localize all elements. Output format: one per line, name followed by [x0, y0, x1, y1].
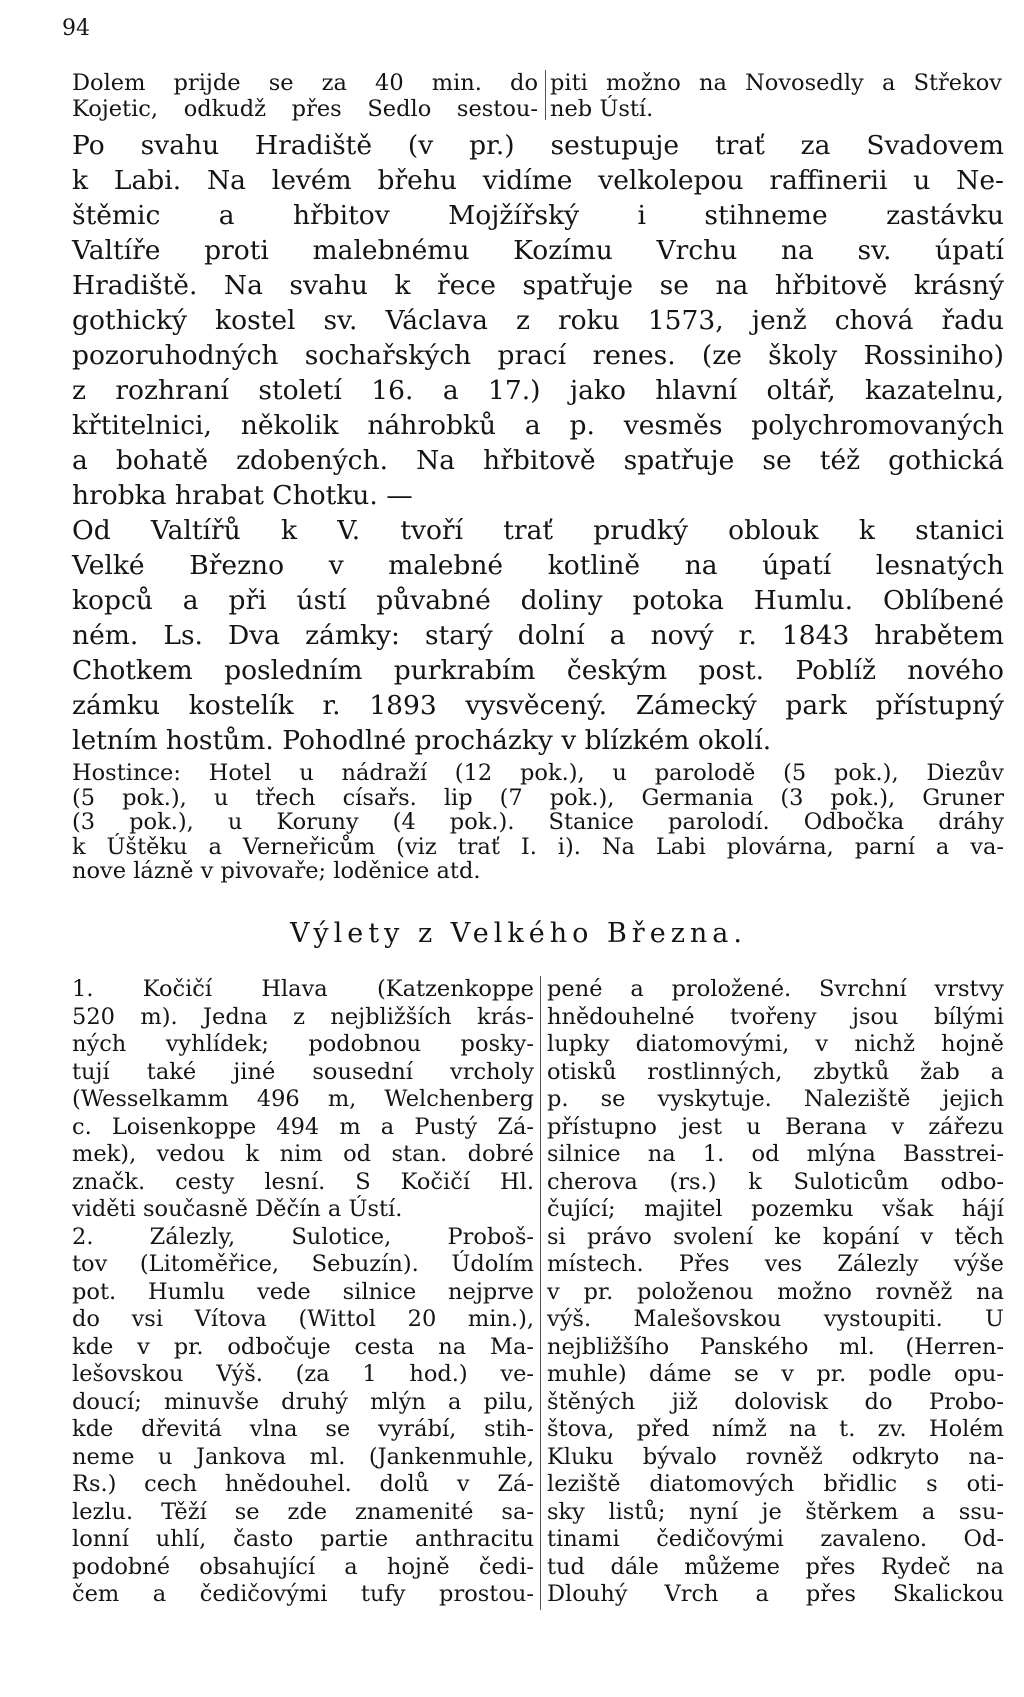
right-column-line: pené a proložené. Svrchní vrstvy: [547, 976, 1004, 1002]
right-column-line: Kluku bývalo rovněž odkryto na-: [547, 1443, 1004, 1470]
hostince-line: nove lázně v pivovaře; loděnice atd.: [72, 858, 481, 884]
top-right-line: piti možno na Novosedly a Střekov: [550, 70, 1002, 96]
main-paragraph-line: Chotkem posledním purkrabím českým post. Poblíž nového: [72, 655, 1004, 686]
left-column-line: podobné obsahující a hojně čedi-: [72, 1553, 534, 1580]
main-paragraph-line: Velké Březno v malebné kotlině na úpatí lesnatých: [72, 550, 1004, 581]
left-column-line: kde dřevitá vlna se vyrábí, stih-: [72, 1416, 534, 1442]
left-column-line: (Wesselkamm 496 m, Welchenberg: [72, 1086, 534, 1112]
left-column-line: mek), vedou k nim od stan. dobré: [72, 1141, 534, 1167]
right-column-line: Dlouhý Vrch a přes Skalickou: [547, 1581, 1004, 1607]
left-column-line: viděti současně Děčín a Ústí.: [72, 1196, 403, 1222]
right-column-line: sky listů; nyní je štěrkem a ssu-: [547, 1498, 1004, 1525]
top-left-line: Dolem prijde se za 40 min. do: [72, 70, 538, 96]
hostince-line: k Úštěku a Verneřicům (viz trať I. i). Na Labi plovárna, parní a va-: [72, 833, 1004, 860]
hostince-line: Hostince: Hotel u nádraží (12 pok.), u parolodě (5 pok.), Diezův: [72, 760, 1004, 786]
main-paragraph-line: k Labi. Na levém břehu vidíme velkolepou raffinerii u Ne-: [72, 165, 1004, 196]
right-column-line: si právo svolení ke kopání v těch: [547, 1223, 1004, 1250]
right-column-line: místech. Přes ves Zálezly výše: [547, 1251, 1004, 1277]
right-column-line: štova, před nímž na t. zv. Holém: [547, 1416, 1004, 1442]
left-column-line: lezlu. Těží se zde znamenité sa-: [72, 1498, 534, 1525]
section-heading: Výlety z Velkého Března.: [290, 918, 747, 949]
column-divider-top: [545, 70, 546, 120]
left-column-line: tov (Litoměřice, Sebuzín). Údolím: [72, 1251, 534, 1277]
left-column-line: 520 m). Jedna z nejbližších krás-: [72, 1003, 534, 1030]
main-paragraph-line: Valtíře proti malebnému Kozímu Vrchu na sv. úpatí: [72, 235, 1004, 266]
main-paragraph-line: ném. Ls. Dva zámky: starý dolní a nový r. 1843 hrabětem: [72, 620, 1004, 651]
right-column-line: p. se vyskytuje. Naleziště jejich: [547, 1086, 1004, 1112]
left-column-line: c. Loisenkoppe 494 m a Pustý Zá-: [72, 1113, 534, 1140]
main-paragraph-line: Hradiště. Na svahu k řece spatřuje se na hřbitově krásný: [72, 270, 1004, 301]
main-paragraph-line: křtitelnici, několik náhrobků a p. vesměs polychromovaných: [72, 410, 1004, 441]
right-column-line: čující; majitel pozemku však hájí: [547, 1196, 1004, 1222]
right-column-line: výš. Malešovskou vystoupiti. U: [547, 1306, 1004, 1332]
right-column-line: tinami čedičovými zavaleno. Od-: [547, 1526, 1004, 1552]
main-paragraph-line: štěmic a hřbitov Mojžířský i stihneme zastávku: [72, 200, 1004, 231]
right-column-line: hnědouhelné tvořeny jsou bílými: [547, 1003, 1004, 1030]
right-column-line: tud dále můžeme přes Rydeč na: [547, 1553, 1004, 1580]
hostince-line: (5 pok.), u třech císařs. lip (7 pok.), Germania (3 pok.), Gruner: [72, 784, 1004, 811]
left-column-line: lešovskou Výš. (za 1 hod.) ve-: [72, 1361, 534, 1387]
main-paragraph-line: Od Valtířů k V. tvoří trať prudký oblouk k stanici: [72, 515, 1004, 546]
main-paragraph-line: zámku kostelík r. 1893 vysvěcený. Zámecký park přístupný: [72, 690, 1004, 721]
right-column-line: lupky diatomovými, v nichž hojně: [547, 1031, 1004, 1057]
left-column-line: tují také jiné sousední vrcholy: [72, 1058, 534, 1085]
main-paragraph-line: letním hostům. Pohodlné procházky v blízkém okolí.: [72, 725, 772, 756]
right-column-line: leziště diatomových břidlic s oti-: [547, 1471, 1004, 1497]
main-paragraph-line: z rozhraní století 16. a 17.) jako hlavní oltář, kazatelnu,: [72, 375, 1004, 406]
left-column-line: 1. Kočičí Hlava (Katzenkoppe: [72, 976, 534, 1002]
main-paragraph-line: Po svahu Hradiště (v pr.) sestupuje trať za Svadovem: [72, 130, 1004, 161]
left-column-line: čem a čedičovými tufy prostou-: [72, 1581, 534, 1607]
left-column-line: lonní uhlí, často partie anthracitu: [72, 1526, 534, 1552]
right-column-line: nejbližšího Panského ml. (Herren-: [547, 1333, 1004, 1360]
right-column-line: muhle) dáme se v pr. podle opu-: [547, 1361, 1004, 1387]
left-column-line: značk. cesty lesní. S Kočičí Hl.: [72, 1168, 534, 1195]
left-column-line: pot. Humlu vede silnice nejprve: [72, 1278, 534, 1305]
top-right-line: neb Ústí.: [550, 96, 654, 122]
left-column-line: ných vyhlídek; podobnou posky-: [72, 1031, 534, 1057]
main-paragraph-line: pozoruhodných sochařských prací renes. (ze školy Rossiniho): [72, 340, 1004, 371]
right-column-line: štěných již dolovisk do Probo-: [547, 1388, 1004, 1415]
hostince-line: (3 pok.), u Koruny (4 pok.). Stanice parolodí. Odbočka dráhy: [72, 809, 1004, 835]
right-column-line: silnice na 1. od mlýna Basstrei-: [547, 1141, 1004, 1167]
left-column-line: do vsi Vítova (Wittol 20 min.),: [72, 1306, 534, 1332]
left-column-line: kde v pr. odbočuje cesta na Ma-: [72, 1333, 534, 1360]
page-number: 94: [62, 16, 90, 41]
main-paragraph-line: kopců a při ústí půvabné doliny potoka Humlu. Oblíbené: [72, 585, 1004, 616]
left-column-line: 2. Zálezly, Sulotice, Proboš-: [72, 1223, 534, 1250]
main-paragraph-line: gothický kostel sv. Václava z roku 1573, jenž chová řadu: [72, 305, 1004, 336]
left-column-line: neme u Jankova ml. (Jankenmuhle,: [72, 1443, 534, 1470]
main-paragraph-line: a bohatě zdobených. Na hřbitově spatřuje se též gothická: [72, 445, 1004, 476]
column-divider-bottom: [540, 976, 541, 1610]
left-column-line: doucí; minuvše druhý mlýn a pilu,: [72, 1388, 534, 1415]
right-column-line: přístupno jest u Berana v zářezu: [547, 1113, 1004, 1140]
left-column-line: Rs.) cech hnědouhel. dolů v Zá-: [72, 1471, 534, 1497]
right-column-line: v pr. položenou možno rovněž na: [547, 1278, 1004, 1305]
right-column-line: otisků rostlinných, zbytků žab a: [547, 1058, 1004, 1085]
top-left-line: Kojetic, odkudž přes Sedlo sestou-: [72, 96, 538, 122]
right-column-line: cherova (rs.) k Suloticům odbo-: [547, 1168, 1004, 1195]
main-paragraph-line: hrobka hrabat Chotku. —: [72, 480, 413, 511]
